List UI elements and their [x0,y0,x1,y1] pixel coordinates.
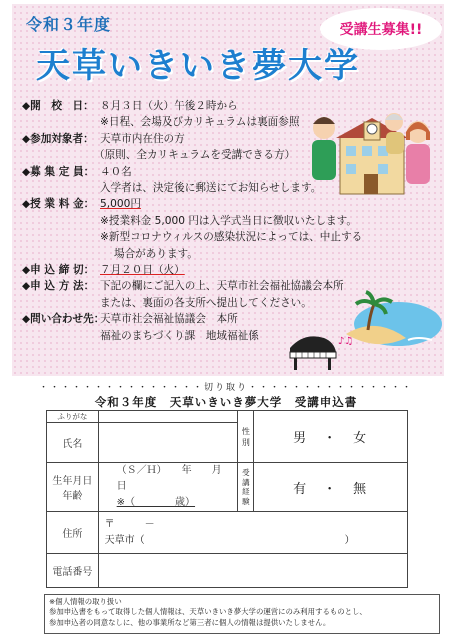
gender-choice[interactable]: 男 ・ 女 [254,411,408,463]
furigana-label: ふりがな [47,411,99,423]
address-line: 天草市（ ） [104,534,355,546]
phone-field[interactable] [98,554,407,588]
gender-label: 性別 [238,411,254,463]
course-info-list [22,98,362,344]
fee-note-2: ※新型コロナウィルスの感染状況によっては、中止する [100,231,363,244]
privacy-notice [44,594,440,634]
target-note: （原則、全カリキュラムを受講できる方） [94,149,296,162]
info-row-capacity [22,164,362,180]
capacity-value: ４０名 [100,165,132,178]
page-title: 天草いきいき夢大学 [36,46,360,86]
info-row-deadline [22,262,362,278]
method-value: 下記の欄にご記入の上、天草市社会福祉協議会本所 [100,280,344,293]
capacity-label: ◆募 集 定 員： [22,165,95,178]
date-note: ※日程、会場及びカリキュラムは裏面参照 [100,116,300,129]
address-field[interactable] [98,512,407,554]
recruit-badge: 受講生募集!! [322,10,440,48]
birth-label-date: 生年月日 [52,476,93,487]
info-row-fee [22,196,362,212]
info-row-contact [22,311,362,327]
phone-label: 電話番号 [47,554,99,588]
method-label: ◆申 込 方 法： [22,280,95,293]
fee-note-1: ※授業料金 5,000 円は入学式当日に徴収いたします。 [100,214,357,227]
date-label: ◆開 校 日： [22,100,94,112]
fee-value: 5,000円 [100,198,141,211]
deadline-label: ◆申 込 締 切： [22,264,95,277]
address-label: 住所 [47,512,99,554]
name-field[interactable] [98,423,238,463]
privacy-line-1: 参加申込書をもって取得した個人情報は、天草いきいき夢大学の運営にのみ利用するものとし、 [49,607,367,617]
contact-value: 天草市社会福祉協議会 本所 [100,313,238,326]
age-line: ※（ 歳） [116,497,196,508]
contact-note: 福祉のまちづくり課 地域福祉係 [100,329,259,342]
contact-label: ◆問い合わせ先： [22,313,105,326]
deadline-value: ７月２０日（火） [100,264,185,277]
fee-note-3: 場合があります。 [114,247,198,260]
fee-label: ◆授 業 料 金： [22,198,95,211]
info-row-method [22,278,362,294]
postal-code-line: 〒 － [104,518,155,530]
target-value: 天草市内在住の方 [100,132,185,145]
birth-field[interactable] [98,463,242,512]
target-label: ◆参加対象者： [22,132,94,145]
cut-line: ・・・・・・・・・・・・・・・切り取り・・・・・・・・・・・・・・・ [38,383,413,393]
birth-label [47,463,99,512]
birth-label-age: 年齢 [62,491,83,502]
name-label: 氏名 [47,423,99,463]
capacity-note: 入学者は、決定後に郵送にてお知らせします。 [100,182,322,195]
privacy-heading: ※個人情報の取り扱い [49,597,122,606]
form-title: 令和３年度 天草いきいき夢大学 受講申込書 [94,395,358,409]
year-label: 令和３年度 [26,15,112,34]
experience-label: 受講経験 [238,463,254,512]
info-row-target [22,131,362,147]
application-form [46,410,408,588]
svg-text:♪♫: ♪♫ [338,336,354,347]
date-value: ８月３日（火）午後２時から [100,100,238,112]
birth-date-line: （Ｓ／Ｈ） 年 月 日 [116,465,242,492]
experience-choice[interactable]: 有 ・ 無 [254,463,408,512]
info-row-date [22,98,362,114]
furigana-field[interactable] [98,411,238,423]
privacy-line-2: 参加申込者の同意なしに、他の事業所など第三者に個人の情報は提供いたしません。 [49,617,331,627]
method-note: または、裏面の各支所へ提出してください。 [100,296,312,309]
